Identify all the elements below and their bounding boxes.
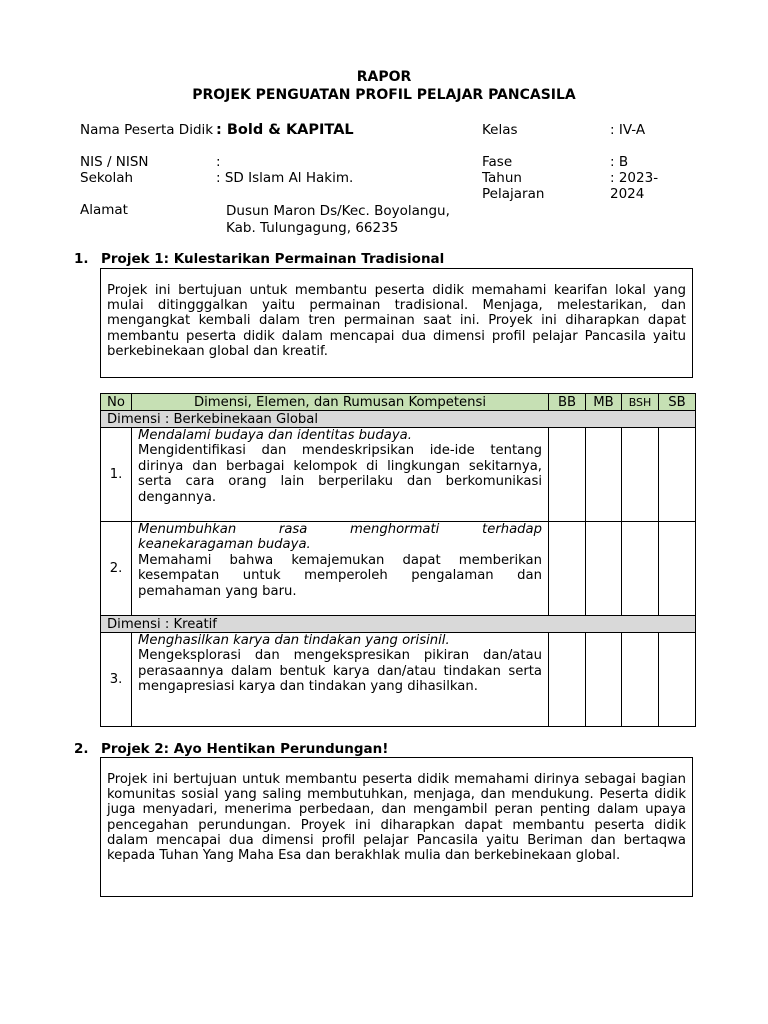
header-dimensi: Dimensi, Elemen, dan Rumusan Kompetensi: [132, 394, 549, 411]
fase-label: Fase: [482, 154, 513, 170]
dimensi-label: Dimensi : Kreatif: [101, 616, 696, 633]
tahun-value: : 2023-2024: [610, 170, 659, 202]
projek1-description: Projek ini bertujuan untuk membantu peserta didik memahami kearifan lokal yang mulai ditingggalkan yaitu permainan tradisional. Menjaga, melestarikan, dan mengangkat kembali dalam tren permainan saat ini. Proyek ini diharapkan dapat membantu peserta didik dalam mencapai dua dimensi profil pelajar Pancasila yaitu berkebinekaan global dan kreatif.: [100, 268, 693, 378]
kelas-label: Kelas: [482, 122, 518, 138]
report-title: RAPOR: [356, 69, 412, 85]
table-row: [101, 522, 696, 616]
sekolah-label: Sekolah: [80, 170, 134, 186]
report-header: [0, 68, 768, 104]
dimensi-row: [101, 616, 696, 633]
cell-bb[interactable]: [549, 633, 586, 727]
cell-bsh[interactable]: [622, 522, 659, 616]
projek1-title: Projek 1: Kulestarikan Permainan Tradisional: [101, 251, 445, 267]
cell-mb[interactable]: [586, 633, 622, 727]
cell-bsh[interactable]: [622, 633, 659, 727]
nama-value: : Bold & KAPITAL: [216, 122, 354, 138]
row-description: [132, 633, 549, 727]
nis-label: NIS / NISN: [80, 154, 149, 170]
alamat-label: Alamat: [80, 202, 128, 218]
row-rumusan: Mengidentifikasi dan mendeskripsikan ide-ide tentang dirinya dan berbagai kelompok di lingkungan sekitarnya, serta cara orang lain berperilaku dan berkomunikasi dengannya.: [138, 443, 542, 505]
alamat-line-2: Kab. Tulungagung, 66235: [226, 220, 399, 236]
row-description: [132, 522, 549, 616]
table-row: [101, 428, 696, 522]
cell-sb[interactable]: [659, 428, 696, 522]
cell-bb[interactable]: [549, 428, 586, 522]
fase-value: : B: [610, 154, 629, 170]
cell-mb[interactable]: [586, 428, 622, 522]
projek2-description: Projek ini bertujuan untuk membantu peserta didik memahami dirinya sebagai bagian komunitas sosial yang saling membutuhkan, menjaga, dan mendukung. Peserta didik juga menyadari, menerima perbedaan, dan mengambil peran penting dalam upaya pencegahan perundungan. Proyek ini diharapkan dapat membantu peserta didik dalam mencapai dua dimensi profil pelajar Pancasila yaitu Beriman dan bertaqwa kepada Tuhan Yang Maha Esa dan berakhlak mulia dan berkebinekaan global.: [100, 757, 693, 897]
row-rumusan: Memahami bahwa kemajemukan dapat memberikan kesempatan untuk memperoleh pengalaman dan pemahaman yang baru.: [138, 552, 542, 599]
projek2-title: Projek 2: Ayo Hentikan Perundungan!: [101, 741, 389, 757]
sekolah-value: : SD Islam Al Hakim.: [216, 170, 354, 186]
table-row: [101, 633, 696, 727]
projek1-number: 1.: [74, 251, 89, 267]
report-subtitle: PROJEK PENGUATAN PROFIL PELAJAR PANCASILA: [192, 87, 576, 103]
table-header-row: [101, 394, 696, 411]
competency-table: [100, 393, 696, 727]
row-number: 2.: [101, 522, 132, 616]
tahun-label: Tahun Pelajaran: [482, 170, 545, 202]
projek1-heading: [74, 251, 444, 267]
projek2-number: 2.: [74, 741, 89, 757]
cell-sb[interactable]: [659, 633, 696, 727]
cell-mb[interactable]: [586, 522, 622, 616]
kelas-value: : IV-A: [610, 122, 646, 138]
header-bb: BB: [549, 394, 586, 411]
cell-bb[interactable]: [549, 522, 586, 616]
cell-bsh[interactable]: [622, 428, 659, 522]
cell-sb[interactable]: [659, 522, 696, 616]
row-element: Menumbuhkan rasa menghormati terhadap keanekaragaman budaya.: [138, 522, 542, 553]
row-number: 1.: [101, 428, 132, 522]
row-rumusan: Mengeksplorasi dan mengekspresikan pikiran dan/atau perasaannya dalam bentuk karya dan/atau tindakan serta mengapresiasi karya dan tindakan yang dihasilkan.: [138, 648, 542, 695]
header-sb: SB: [659, 394, 696, 411]
projek2-heading: [74, 741, 388, 757]
dimensi-label: Dimensi : Berkebinekaan Global: [101, 411, 696, 428]
header-bsh: BSH: [622, 394, 659, 411]
alamat-value: [226, 203, 450, 237]
header-mb: MB: [586, 394, 622, 411]
row-element: Mendalami budaya dan identitas budaya.: [138, 428, 412, 443]
alamat-line-1: Dusun Maron Ds/Kec. Boyolangu,: [226, 203, 450, 219]
row-description: [132, 428, 549, 522]
row-element: Menghasilkan karya dan tindakan yang orisinil.: [138, 633, 450, 648]
dimensi-row: [101, 411, 696, 428]
nama-label: Nama Peserta Didik: [80, 122, 214, 138]
header-no: No: [101, 394, 132, 411]
nis-value: :: [216, 154, 221, 170]
row-number: 3.: [101, 633, 132, 727]
